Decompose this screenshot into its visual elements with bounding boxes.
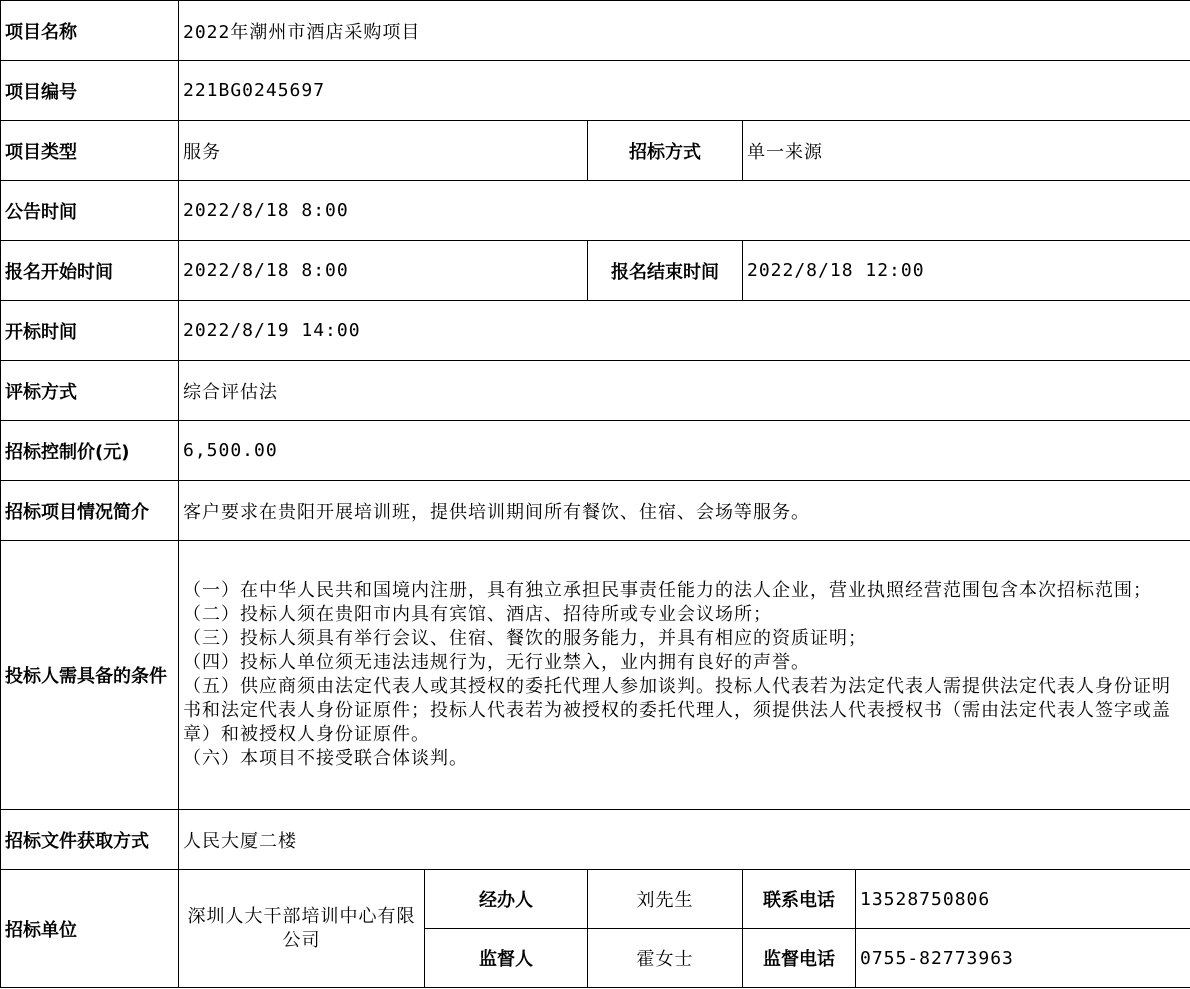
row-project-name <box>1 1 1190 61</box>
tender-unit-name: 深圳人大干部培训中心有限公司 <box>179 870 425 988</box>
row-control-price <box>1 421 1190 481</box>
control-price-label: 招标控制价(元) <box>1 421 179 481</box>
row-registration <box>1 241 1190 301</box>
requirement-item: （一）在中华人民共和国境内注册，具有独立承担民事责任能力的法人企业，营业执照经营范围包含本次招标范围； <box>183 580 1152 601</box>
control-price-value: 6,500.00 <box>179 421 1190 481</box>
doc-access-label: 招标文件获取方式 <box>1 810 179 870</box>
requirement-item: （五）供应商须由法定代表人或其授权的委托代理人参加谈判。投标人代表若为法定代表人需提供法定代表人身份证明书和法定代表人身份证原件；投标人代表若为被授权的委托代理人，须提供法人代表授权书（需由法定代表人签字或盖章）和被授权人身份证原件。 <box>183 676 1171 745</box>
project-type-value: 服务 <box>179 121 588 181</box>
bid-method-value: 单一来源 <box>743 121 1190 181</box>
project-no-value: 221BG0245697 <box>179 61 1190 121</box>
requirements-value <box>179 541 1190 810</box>
supervisor-value: 霍女士 <box>588 929 743 988</box>
summary-label: 招标项目情况简介 <box>1 481 179 541</box>
reg-start-label: 报名开始时间 <box>1 241 179 301</box>
project-name-label: 项目名称 <box>1 1 179 61</box>
eval-method-label: 评标方式 <box>1 361 179 421</box>
supervise-phone-value: 0755-82773963 <box>856 929 1190 988</box>
announce-time-label: 公告时间 <box>1 181 179 241</box>
requirement-item: （二）投标人须在贵阳市内具有宾馆、酒店、招待所或专业会议场所； <box>183 604 772 625</box>
bid-method-label: 招标方式 <box>588 121 743 181</box>
row-project-type <box>1 121 1190 181</box>
row-requirements <box>1 541 1190 810</box>
doc-access-value: 人民大厦二楼 <box>179 810 1190 870</box>
reg-end-label: 报名结束时间 <box>588 241 743 301</box>
contact-phone-label: 联系电话 <box>743 870 856 929</box>
tender-unit-label: 招标单位 <box>1 870 179 988</box>
row-summary <box>1 481 1190 541</box>
project-no-label: 项目编号 <box>1 61 179 121</box>
requirement-item: （三）投标人须具有举行会议、住宿、餐饮的服务能力，并具有相应的资质证明； <box>183 628 867 649</box>
supervisor-label: 监督人 <box>425 929 588 988</box>
row-project-no <box>1 61 1190 121</box>
handler-value: 刘先生 <box>588 870 743 929</box>
open-time-label: 开标时间 <box>1 301 179 361</box>
project-type-label: 项目类型 <box>1 121 179 181</box>
requirement-item: （四）投标人单位须无违法违规行为，无行业禁入，业内拥有良好的声誉。 <box>183 652 810 673</box>
requirement-item: （六）本项目不接受联合体谈判。 <box>183 748 468 769</box>
handler-label: 经办人 <box>425 870 588 929</box>
reg-end-value: 2022/8/18 12:00 <box>743 241 1190 301</box>
eval-method-value: 综合评估法 <box>179 361 1190 421</box>
row-eval-method <box>1 361 1190 421</box>
supervise-phone-label: 监督电话 <box>743 929 856 988</box>
row-open-time <box>1 301 1190 361</box>
row-doc-access <box>1 810 1190 870</box>
project-name-value: 2022年潮州市酒店采购项目 <box>179 1 1190 61</box>
requirements-label: 投标人需具备的条件 <box>1 541 179 810</box>
announce-time-value: 2022/8/18 8:00 <box>179 181 1190 241</box>
row-tender-unit-1 <box>1 870 1190 929</box>
row-announce-time <box>1 181 1190 241</box>
open-time-value: 2022/8/19 14:00 <box>179 301 1190 361</box>
reg-start-value: 2022/8/18 8:00 <box>179 241 588 301</box>
summary-value: 客户要求在贵阳开展培训班，提供培训期间所有餐饮、住宿、会场等服务。 <box>179 481 1190 541</box>
contact-phone-value: 13528750806 <box>856 870 1190 929</box>
